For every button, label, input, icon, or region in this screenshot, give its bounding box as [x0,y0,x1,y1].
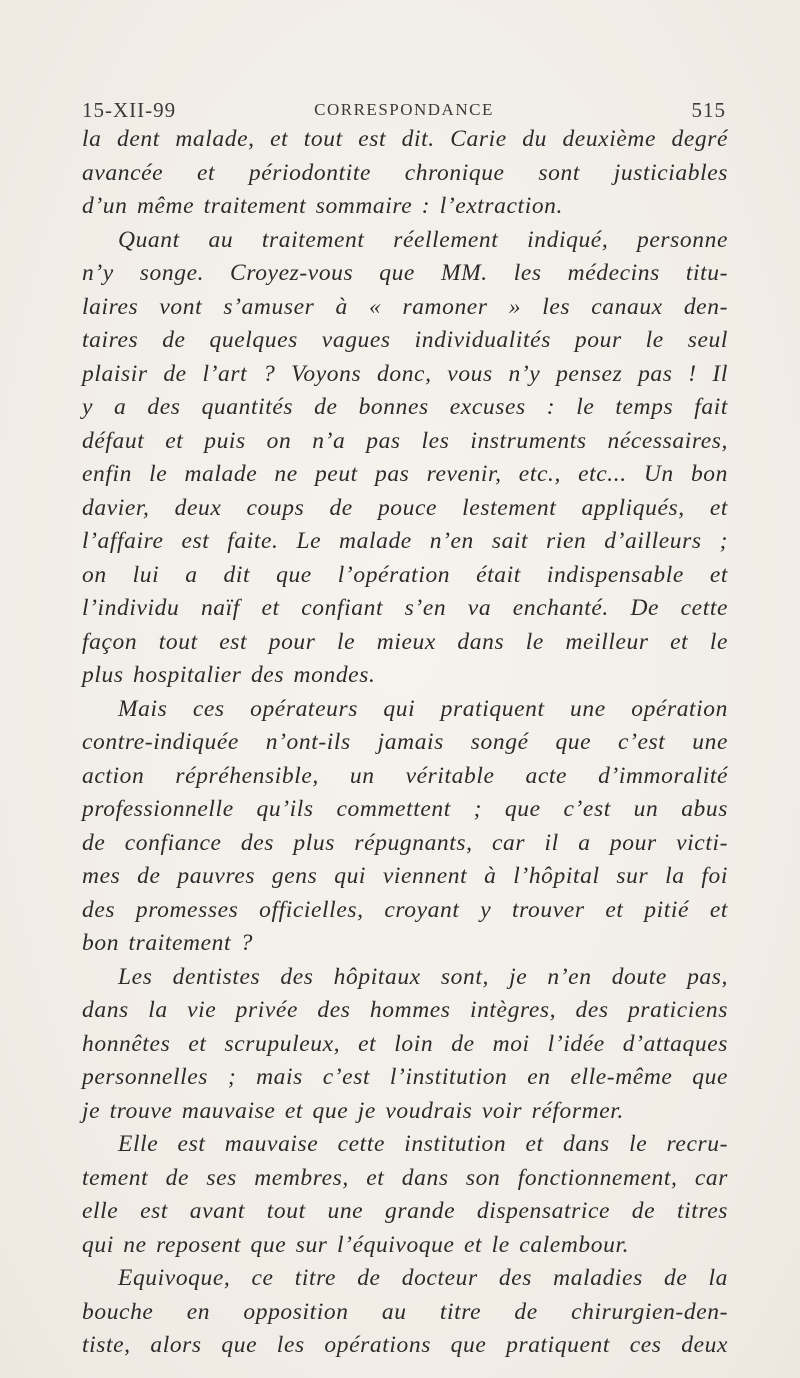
text-line: Elle est mauvaise cette institution et dans le recru- [118,1131,728,1157]
text-line: davier, deux coups de pouce lestement appliqués, et [82,494,728,521]
text-line: personnelles ; mais c’est l’institution en elle-même que [82,1064,728,1090]
text-line: n’y songe. Croyez-vous que MM. les médecins titu- [82,260,728,286]
text-line: honnêtes et scrupuleux, et loin de moi l’idée d’attaques [82,1030,728,1057]
text-line: Mais ces opérateurs qui pratiquent une opération [118,695,728,722]
text-line: taires de quelques vagues individualités pour le seul [82,327,728,353]
text-line: tement de ses membres, et dans son fonctionnement, car [82,1164,728,1191]
text-line: laires vont s’amuser à « ramoner » les canaux den- [82,293,728,320]
text-line: elle est avant tout une grande dispensatrice de titres [82,1198,728,1224]
text-line: l’individu naïf et confiant s’en va enchanté. De cette [82,595,728,621]
text-line: enfin le malade ne peut pas revenir, etc., etc... Un bon [82,461,728,487]
text-line: plus hospitalier des mondes. [82,662,376,688]
text-line: tiste, alors que les opérations que pratiquent ces deux [82,1332,728,1358]
text-line: contre-indiquée n’ont-ils jamais songé que c’est une [82,729,728,755]
text-line: façon tout est pour le mieux dans le meilleur et le [82,628,728,655]
text-line: de confiance des plus répugnants, car il a pour victi- [82,829,728,856]
text-line: qui ne reposent que sur l’équivoque et le calembour. [82,1231,630,1258]
text-line: bon traitement ? [82,930,253,956]
text-line: on lui a dit que l’opération était indispensable et [82,561,728,588]
text-line: d’un même traitement sommaire : l’extraction. [82,193,563,219]
text-line: la dent malade, et tout est dit. Carie du deuxième degré [82,126,728,152]
text-line: avancée et périodontite chronique sont justiciables [82,159,728,186]
header-date: 15-XII-99 [82,98,177,122]
header-title: CORRESPONDANCE [314,100,494,119]
text-line: action répréhensible, un véritable acte d’immoralité [82,762,728,789]
page-number: 515 [691,98,726,122]
text-line: défaut et puis on n’a pas les instruments nécessaires, [82,427,728,454]
text-line: mes de pauvres gens qui viennent à l’hôpital sur la foi [82,863,728,889]
text-line: des promesses officielles, croyant y trouver et pitié et [82,896,728,923]
text-line: dans la vie privée des hommes intègres, des praticiens [82,997,728,1023]
text-line: Les dentistes des hôpitaux sont, je n’en doute pas, [118,963,728,990]
text-line: Quant au traitement réellement indiqué, personne [118,226,728,253]
text-line: bouche en opposition au titre de chirurgien-den- [82,1298,728,1325]
body-text [82,123,728,1363]
text-line: y a des quantités de bonnes excuses : le temps fait [82,394,728,420]
text-line: l’affaire est faite. Le malade n’en sait rien d’ailleurs ; [82,528,728,554]
text-line: je trouve mauvaise et que je voudrais voir réformer. [82,1097,624,1124]
text-line: professionnelle qu’ils commettent ; que c’est un abus [82,796,728,822]
text-line: Equivoque, ce titre de docteur des maladies de la [118,1265,728,1291]
text-line: plaisir de l’art ? Voyons donc, vous n’y pensez pas ! Il [82,360,728,387]
